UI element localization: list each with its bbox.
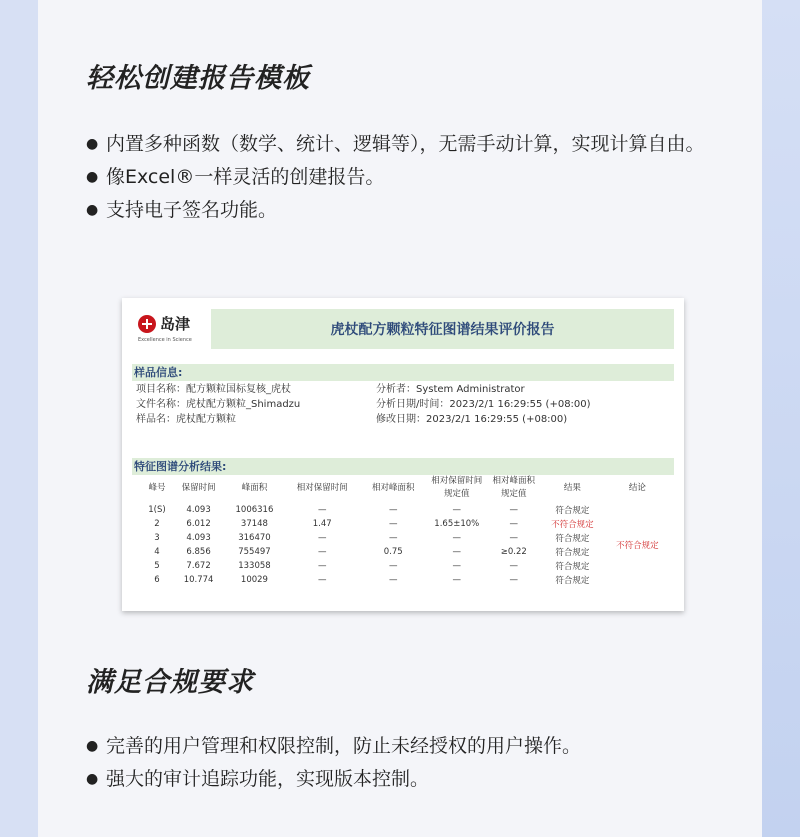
bullet-dot-icon: ● (86, 136, 99, 152)
table-row: 5 7.672 133058 — — — — 符合规定 (154, 561, 590, 572)
shimadzu-mark-icon (138, 315, 156, 333)
list-item: ● 像Excel®一样灵活的创建报告。 (86, 161, 726, 194)
table-row: 2 6.012 37148 1.47 — 1.65±10% — 不符合规定 (154, 519, 594, 530)
result-table (142, 473, 670, 587)
list-item: ● 内置多种函数（数学、统计、逻辑等），无需手动计算，实现计算自由。 (86, 128, 726, 161)
list-item: ● 强大的审计追踪功能，实现版本控制。 (86, 763, 726, 796)
sample-info-heading: 样品信息: (132, 364, 674, 381)
bullet-dot-icon: ● (86, 771, 99, 787)
bullet-dot-icon: ● (86, 169, 99, 185)
conclusion-cell: 不符合规定 (616, 541, 659, 551)
bullet-dot-icon: ● (86, 202, 99, 218)
content-card (38, 0, 762, 837)
report-screenshot (122, 298, 684, 611)
page-background-left (0, 0, 38, 837)
compliance-feature-list (86, 730, 726, 796)
list-item: ● 完善的用户管理和权限控制，防止未经授权的用户操作。 (86, 730, 726, 763)
page-background-right (760, 0, 800, 837)
table-row: 3 4.093 316470 — — — — 符合规定 (154, 533, 590, 544)
sample-info-right: 分析者：System Administrator 分析日期/时间：2023/2/1 16:29:55 (+08:00) 修改日期：2023/2/1 16:29:55 (+08:00) (376, 384, 591, 425)
table-header-row: 峰号 保留时间 峰面积 相对保留时间 相对峰面积 相对保留时间规定值 相对峰面积规定值 结果 结论 (148, 476, 646, 499)
sample-info-left: 项目名称：配方颗粒国标复核_虎杖 文件名称：虎杖配方颗粒_Shimadzu 样品名：虎杖配方颗粒 (136, 384, 301, 425)
section-title-templates: 轻松创建报告模板 (86, 63, 310, 94)
bullet-dot-icon: ● (86, 738, 99, 754)
table-row: 6 10.774 10029 — — — — 符合规定 (154, 575, 590, 586)
section-title-compliance: 满足合规要求 (86, 667, 254, 698)
list-item: ● 支持电子签名功能。 (86, 194, 726, 227)
result-heading: 特征图谱分析结果: (132, 458, 674, 475)
table-row: 4 6.856 755497 — 0.75 — ≥0.22 符合规定 (154, 547, 590, 558)
template-feature-list (86, 128, 726, 227)
report-title: 虎杖配方颗粒特征图谱结果评价报告 (211, 309, 674, 349)
shimadzu-logo: 岛津 Excellence in Science (138, 315, 192, 343)
table-row: 1(S) 4.093 1006316 — — — — 符合规定 不符合规定 (142, 503, 670, 517)
